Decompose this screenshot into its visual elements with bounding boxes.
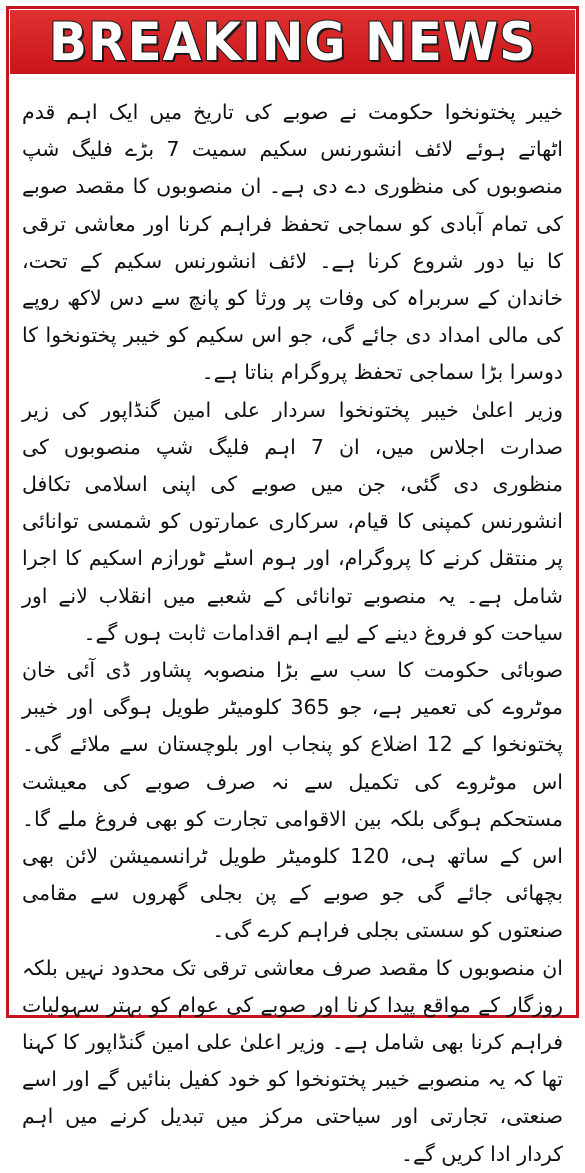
article-paragraph: صوبائی حکومت کا سب سے بڑا منصوبہ پشاور ڈی آئی خان موٹروے کی تعمیر ہے، جو 365 کلومیٹر طویل ہوگی اور خیبر پختونخوا کے 12 اضلاع کو پنجاب اور بلوچستان سے ملائے گی۔ اس موٹروے کی تکمیل سے نہ صرف صوبے کی معیشت مستحکم ہوگی بلکہ بین الاقوامی تجارت کو بھی فروغ ملے گا۔ اس کے ساتھ ہی، 120 کلومیٹر طویل ٹرانسمیشن لائن بھی بچھائی جائے گی جو صوبے کے پن بجلی گھروں سے مقامی صنعتوں کو سستی بجلی فراہم کرے گی۔	[22, 658, 563, 943]
banner-title: BREAKING NEWS	[48, 11, 537, 73]
article-paragraph: خیبر پختونخوا حکومت نے صوبے کی تاریخ میں ایک اہم قدم اٹھاتے ہوئے لائف انشورنس سکیم سمیت 7 بڑے فلیگ شپ منصوبوں کی منظوری دے دی ہے۔ ان منصوبوں کا مقصد صوبے کی تمام آبادی کو سماجی تحفظ فراہم کرنا اور معاشی ترقی کا نیا دور شروع کرنا ہے۔ لائف انشورنس سکیم کے تحت، خاندان کے سربراہ کی وفات پر ورثا کو پانچ سے دس لاکھ روپے کی مالی امداد دی جائے گی، جو اس سکیم کو خیبر پختونخوا کا دوسرا بڑا سماجی تحفظ پروگرام بناتا ہے۔	[22, 100, 563, 385]
article-paragraph: ان منصوبوں کا مقصد صرف معاشی ترقی تک محدود نہیں بلکہ روزگار کے مواقع پیدا کرنا اور صوبے کی عوام کو بہتر سہولیات فراہم کرنا بھی شامل ہے۔ وزیر اعلیٰ علی امین گنڈاپور کا کہنا تھا کہ یہ منصوبے خیبر پختونخوا کو خود کفیل بنائیں گے اور اسے صنعتی، تجارتی اور سیاحتی مرکز میں تبدیل کرنے میں اہم کردار ادا کریں گے۔	[22, 955, 563, 1166]
article-body	[22, 94, 564, 1166]
breaking-news-banner	[10, 10, 575, 74]
article-paragraph: وزیر اعلیٰ خیبر پختونخوا سردار علی امین گنڈاپور کی زیر صدارت اجلاس میں، ان 7 اہم فلیگ شپ منصوبوں کی منظوری دی گئی، جن میں صوبے کی اپنی اسلامی تکافل انشورنس کمپنی کا قیام، سرکاری عمارتوں کو شمسی توانائی پر منتقل کرنے کا پروگرام، اور ہوم اسٹے ٹورازم اسکیم کا اجرا شامل ہے۔ یہ منصوبے توانائی کے شعبے میں انقلاب لانے اور سیاحت کو فروغ دینے کے لیے اہم اقدامات ثابت ہوں گے۔	[22, 397, 564, 645]
